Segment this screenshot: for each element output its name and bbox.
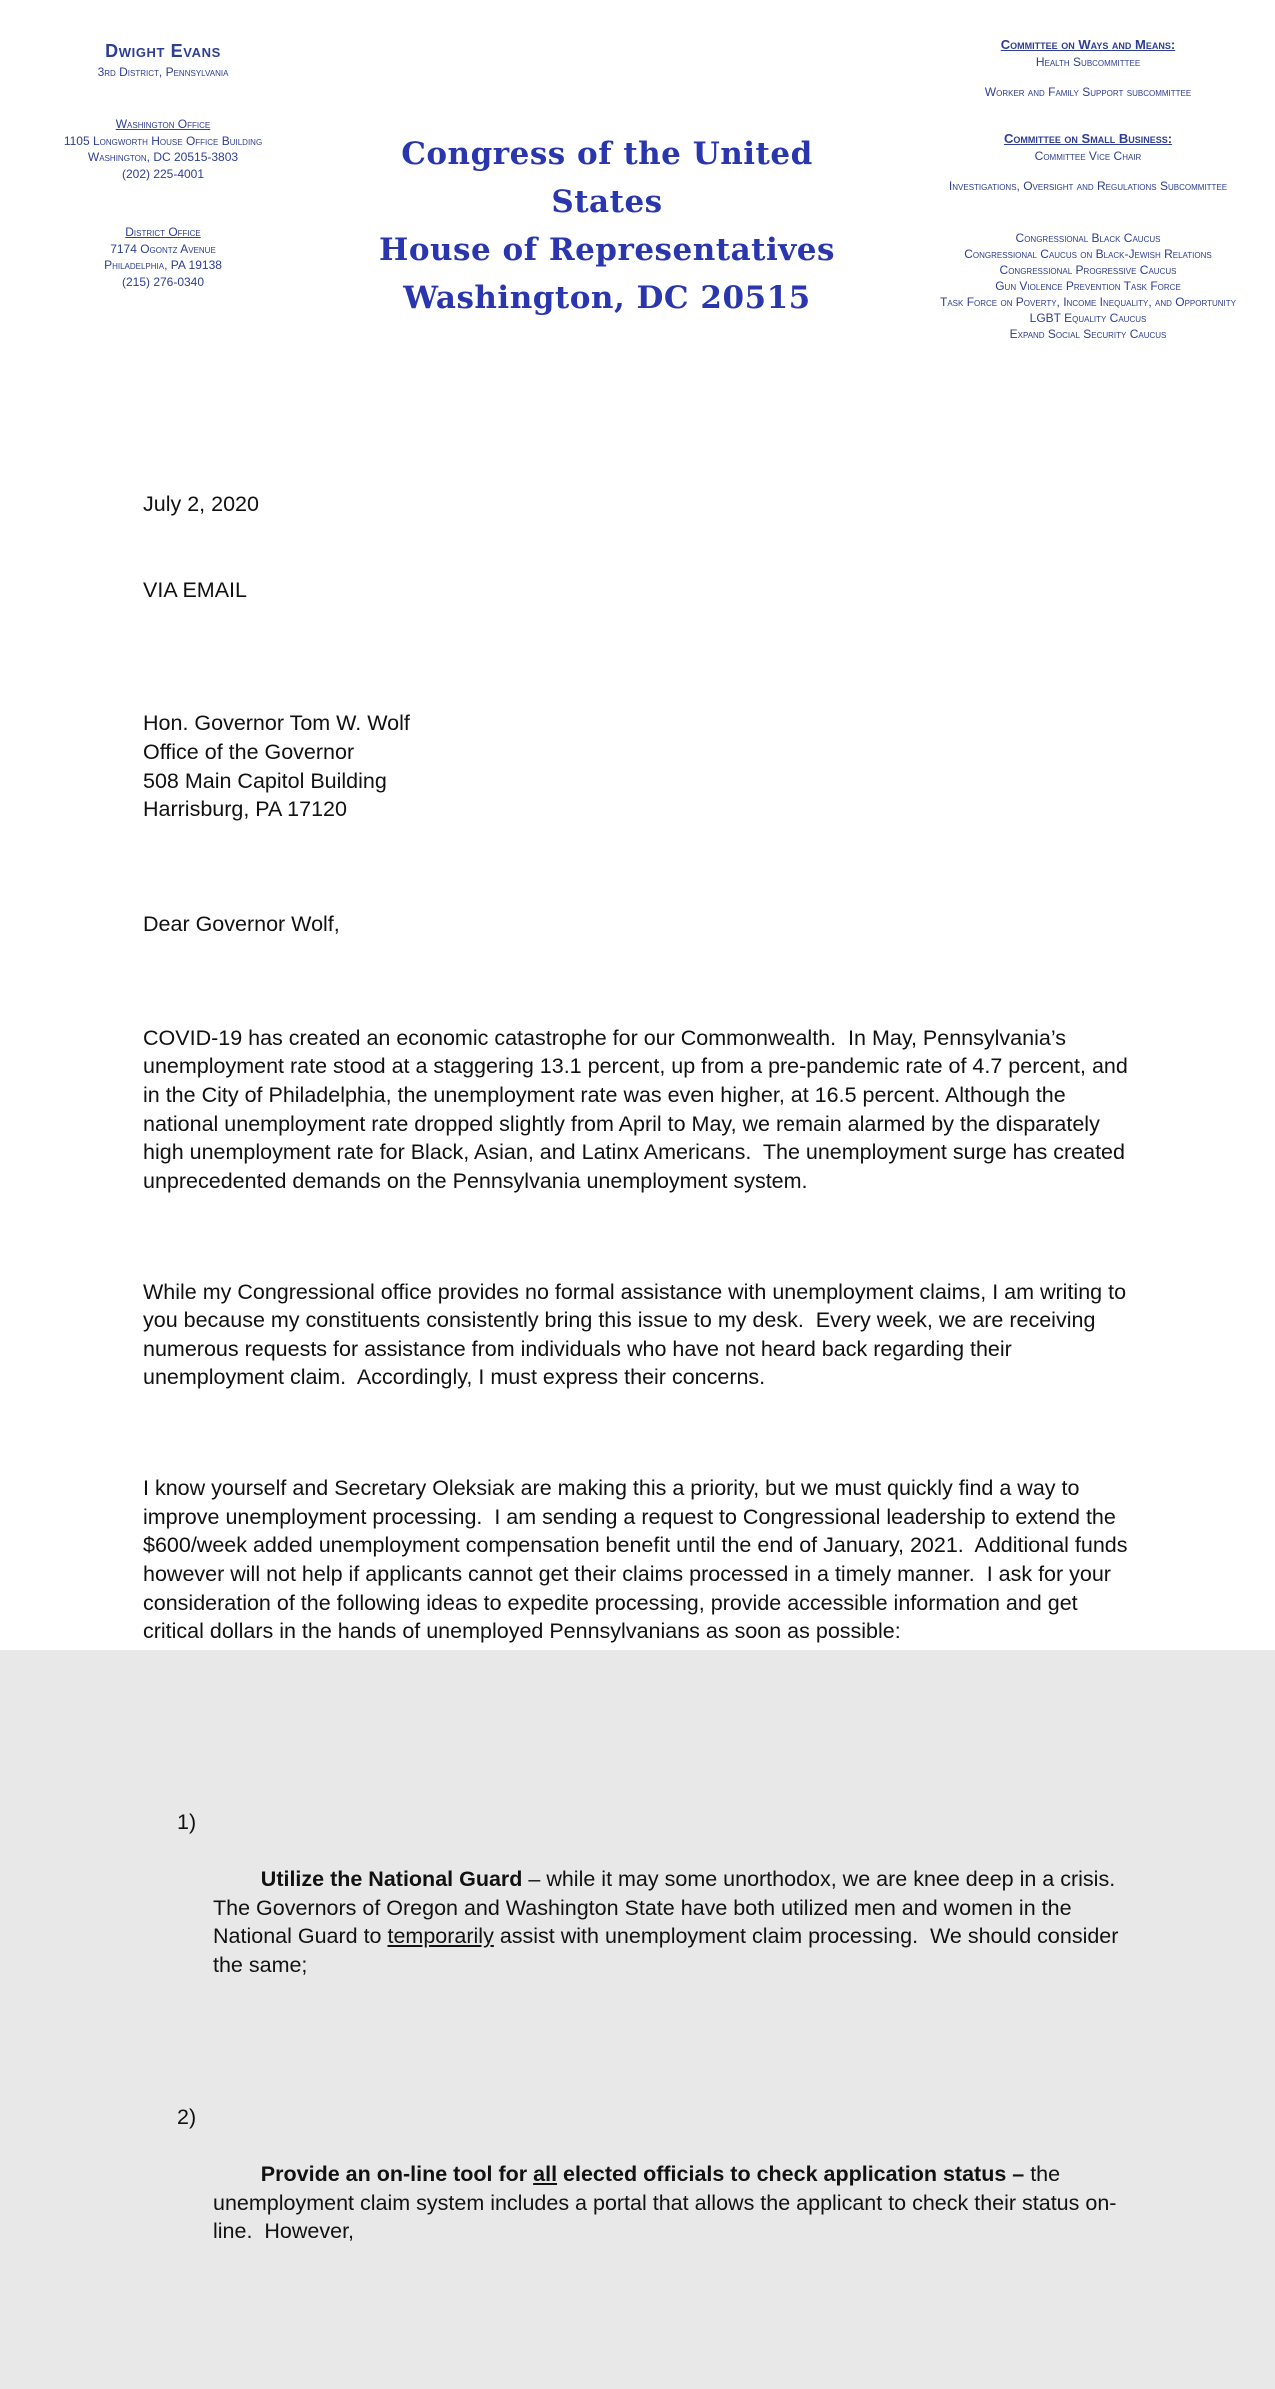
letterhead-left-column [28,40,298,290]
list-item-number: 2) [177,2105,197,2130]
recipient-line: Office of the Governor [143,739,355,764]
committee-item-investigations: Investigations, Oversight and Regulations Subcommittee [948,179,1228,193]
caucus-line: Expand Social Security Caucus [1009,327,1167,341]
committee-small-business-title: Committee on Small Business: [1003,131,1173,146]
list-item-text [213,1867,1127,1977]
text-segment: the unemployment claim system includes a portal that allows the applicant to check their status on-line. However, [213,2162,1117,2244]
list-item-number: 1) [177,1809,197,1834]
caucus-line: Gun Violence Prevention Task Force [995,279,1181,293]
district-office-title: District Office [125,225,201,239]
caucus-line: Task Force on Poverty, Income Inequality, and Opportunity [940,295,1236,309]
paragraph-2: While my Congressional office provides no formal assistance with unemployment claims, I am writing to you because my constituents consistently bring this issue to my desk. Every week, we are receiving numerous requests for assistance from individuals who have not heard back regarding their unemployment claim. Accordingly, I must express their concerns. [143,1279,1133,1390]
caucus-line: Congressional Progressive Caucus [999,263,1177,277]
committee-item-health: Health Subcommittee [1035,55,1141,69]
seal-line-house: House of Representatives [379,232,835,268]
committee-ways-and-means [927,36,1249,100]
list-item-national-guard [143,1808,1143,2008]
washington-office-address [28,133,298,183]
seal-line-washington: Washington, DC 20515 [403,280,811,316]
recipient-line: Harrisburg, PA 17120 [143,797,347,822]
caucus-list [927,230,1249,342]
text-segment: Utilize the National Guard [260,1866,523,1891]
numbered-list [143,1751,1143,2332]
washington-office-block [28,116,298,182]
caucus-line: Congressional Caucus on Black-Jewish Relations [964,247,1212,261]
office-address-line: Washington, DC 20515-3803 [87,150,239,164]
office-address-line: (215) 276-0340 [121,274,205,289]
recipient-line: Hon. Governor Tom W. Wolf [143,711,410,736]
member-name: Dwight Evans [105,41,221,61]
letter-body [143,433,1143,2389]
district-office-block [28,224,298,290]
text-segment: – while it may some unorthodox, we are knee deep in a crisis. The Governors of Oregon and Washington State have both utilized men and women in the National Guard to [213,1866,1127,1949]
list-item-text [213,2162,1116,2243]
office-address-line: Philadelphia, PA 19138 [104,258,222,272]
caucus-line: Congressional Black Caucus [1015,231,1161,245]
seal-line-congress: Congress of the United States [401,136,813,220]
district-office-address [28,241,298,291]
office-address-line: (202) 225-4001 [121,166,205,181]
office-address-line: 7174 Ogontz Avenue [110,241,216,256]
list-item-online-tool [143,2103,1143,2275]
washington-office-title: Washington Office [115,117,211,131]
caucus-line: LGBT Equality Caucus [1029,311,1147,325]
text-segment: assist with unemployment claim processing. We should consider the same; [213,1924,1125,1977]
member-district: 3rd District, Pennsylvania [97,65,229,79]
letterhead-right-column [927,36,1249,342]
congress-seal-text [347,130,867,322]
paragraph-3: I know yourself and Secretary Oleksiak are making this a priority, but we must quickly find a way to improve unemployment processing. I am sending a request to Congressional leadership to extend the $600/week added unemployment compensation benefit until the end of January, 2021. Additional funds however will not help if applicants cannot get their claims processed in a timely manner. I ask for your consideration of the following ideas to expedite processing, provide accessible information and get critical dollars in the hands of unemployed Pennsylvanians as soon as possible: [143,1476,1134,1644]
committee-small-business [927,130,1249,194]
committee-ways-and-means-title: Committee on Ways and Means: [1000,37,1176,52]
text-segment: all [533,2162,558,2187]
paragraph-1: COVID-19 has created an economic catastrophe for our Commonwealth. In May, Pennsylvania’s unemployment rate stood at a staggering 13.1 percent, up from a pre-pandemic rate of 4.7 percent, and in the City of Philadelphia, the unemployment rate was even higher, at 16.5 percent. Although the national unemployment rate dropped slightly from April to May, we remain alarmed by the disparately high unemployment rate for Black, Asian, and Latinx Americans. The unemployment surge has created unprecedented demands on the Pennsylvania unemployment system. [143,1025,1134,1193]
recipient-address-block [143,709,1143,823]
committee-item-worker-family: Worker and Family Support subcommittee [984,85,1192,99]
text-segment: temporarily [387,1924,494,1949]
office-address-line: 1105 Longworth House Office Building [63,133,263,148]
text-segment: Provide an on-line tool for [260,2162,534,2187]
text-segment: elected officials to check application status – [557,2162,1031,2187]
committee-item-vice-chair: Committee Vice Chair [1034,149,1142,163]
salutation: Dear Governor Wolf, [143,911,340,936]
date-line: July 2, 2020 [143,492,259,517]
recipient-line: 508 Main Capitol Building [143,768,387,793]
delivery-method: VIA EMAIL [143,577,247,602]
